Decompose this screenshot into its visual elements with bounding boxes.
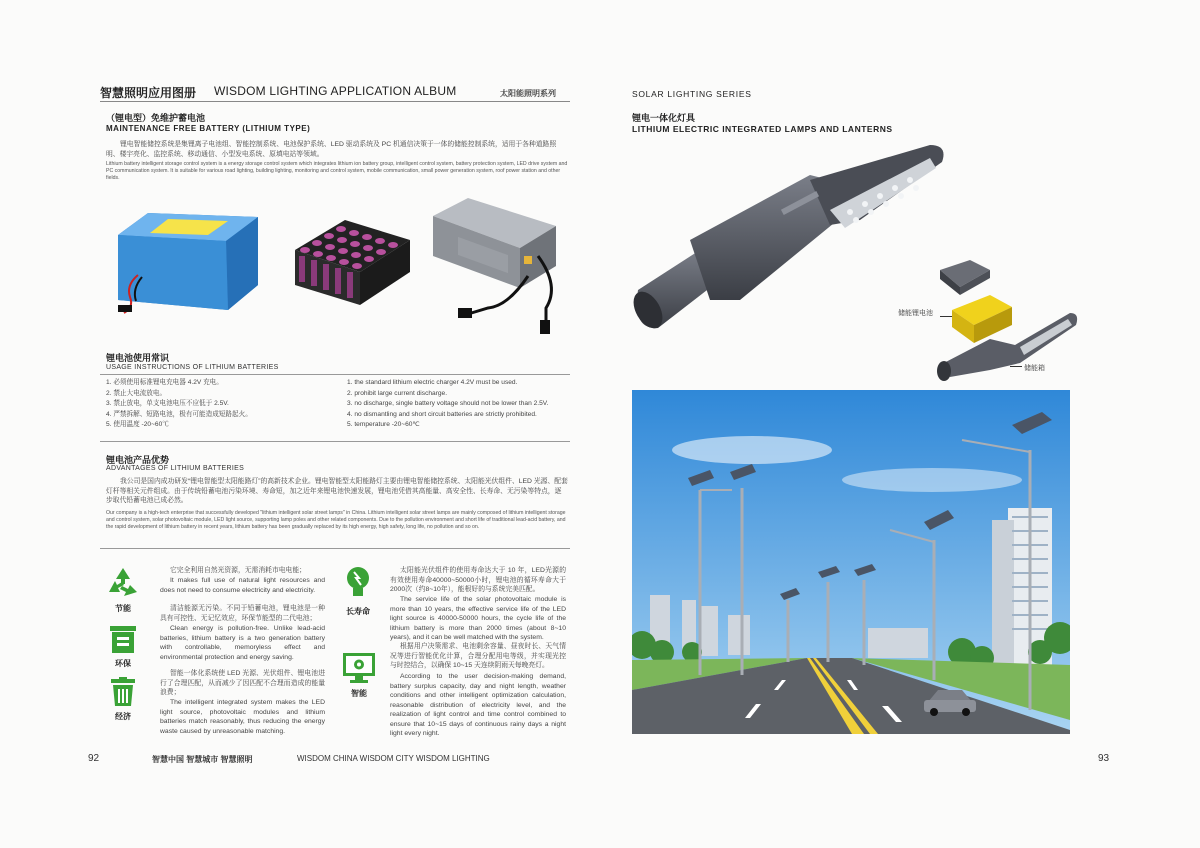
feature-life-label: 长寿命 [346,607,370,616]
list-item: 5. 使用温度 -20~60℃ [106,421,169,428]
section-divider [100,441,570,442]
footer-slogan-en: WISDOM CHINA WISDOM CITY WISDOM LIGHTING [297,754,490,763]
usage-title-en: USAGE INSTRUCTIONS OF LITHIUM BATTERIES [106,364,279,371]
list-item: 3. 禁止放电，单支电池电压不应低于 2.5V. [106,400,229,407]
life-text-en: The service life of the solar photovoltaic module is more than 10 years, the effective service life of the LED light source is 40000-50000 hours, the cycle life of the lithium battery is more than 2000 times (about 8~10 years), and it can be well matched with the system. [390,596,566,641]
street-scene-image [632,390,1070,734]
battery-intro-en: Lithium battery intelligent storage control system is a energy storage control system which integrates lithium ion battery group, intelligent control system, battery protection system, LED drive system and PC communication system. It is suitable for various road lighting, building lighting, monitoring and control system, mobile communication, small power generation system, roof power station and other fields. [106,161,568,181]
right-title-en: LITHIUM ELECTRIC INTEGRATED LAMPS AND LANTERNS [632,124,893,134]
feature-smart-label: 智能 [351,689,367,698]
callout-battery: 储能锂电池 [898,310,933,317]
economy-text-cn: 智能一体化系统使 LED 光源、光伏组件、锂电池进行了合理匹配，从而减少了因匹配不合理而造成的能量浪费； [160,670,325,696]
battery-title-en: MAINTENANCE FREE BATTERY (LITHIUM TYPE) [106,124,311,133]
life-text-cn: 太阳能光伏组件的使用寿命达大于 10 年，LED光源的有效使用寿命40000~50000小时，锂电池的循环寿命大于2000次（约8~10年），能根好的与系统完美匹配。 [390,567,566,593]
recycle-icon [106,566,140,600]
energy-text-cn: 它完全利用自然光资源，无需消耗市电电能； [170,567,306,574]
footer-slogan-cn: 智慧中国 智慧城市 智慧照明 [152,755,253,764]
list-item: 2. 禁止大电流放电。 [106,389,167,397]
list-item: 5. temperature -20~60℃ [347,421,420,428]
album-title-cn: 智慧照明应用图册 [100,86,197,100]
list-item: 4. no dismantling and short circuit batteries are strictly prohibited. [347,410,537,418]
advantages-title-en: ADVANTAGES OF LITHIUM BATTERIES [106,465,245,472]
usage-list-en [347,378,548,431]
exploded-lamp-image [930,255,1080,385]
feature-energy-label: 节能 [115,604,131,613]
usage-divider [100,374,570,375]
controller-image [428,196,563,336]
album-title-en: WISDOM LIGHTING APPLICATION ALBUM [214,84,457,98]
eco-bin-icon [108,623,138,655]
list-item: 2. prohibit large current discharge. [347,389,448,397]
smart-text-en: According to the user decision-making demand, battery surplus capacity, day and night length, weather conditions and other intelligent optimization calculation, reasonable distribution of electricity level, and the realization of light control and time control combined to ensure that 10~15 days of continuous rainy days a night light every night. [390,673,566,737]
callout-line [1010,366,1022,367]
economy-text-en: The intelligent integrated system makes the LED light source, photovoltaic modules and lithium batteries match reasonably, thus reducing the energy waste caused by unreasonable matching. [160,699,325,735]
monitor-gear-icon [342,652,376,684]
trash-icon [109,677,137,707]
series-label-cn: 太阳能照明系列 [500,89,556,98]
energy-text-en: It makes full use of natural light resources and does not need to consume electricity and electricity. [160,577,325,594]
feature-eco-label: 环保 [115,659,131,668]
list-item: 1. 必须使用标准锂电充电器 4.2V 充电。 [106,379,223,386]
list-item: 1. the standard lithium electric charger 4.2V must be used. [347,379,518,386]
features-divider [100,548,570,549]
right-title-cn: 锂电一体化灯具 [632,113,696,123]
smart-text-cn: 根据用户决策需求、电池剩余容量、昼夜时长、天气情况等进行智能优化计算，合理分配用电等级，并实现光控与时控结合，以确保 10~15 天连续阴雨天每晚亮灯。 [390,643,566,669]
usage-list-cn [106,378,252,431]
list-item: 4. 严禁拆解、短路电池，极有可能造成短路起火。 [106,410,252,418]
page-number-right: 93 [1098,753,1110,764]
list-item: 3. no discharge, single battery voltage should not be lower than 2.5V. [347,400,549,407]
battery-cells-image [285,210,415,310]
advantages-para-en: Our company is a high-tech enterprise that successfully developed "lithium intelligent solar street lamps" in China. Lithium intelligent solar street lamps are mainly composed of lithium intelligent storage and control system, solar photovoltaic module, LED light source, supporting lamp poles and other related components. Due to the pollution environment and short life of traditional lead-acid battery, and the rapid development of lithium battery in recent years, lithium battery has been gradually replaced by its high energy, high safety, long life, no pollution and so on. [106,510,566,530]
clean-text-en: Clean energy is pollution-free. Unlike lead-acid batteries, lithium battery is a two generation battery with controllable, memoryless effect and environmental protection and energy saving. [160,625,325,661]
callout-box: 储能箱 [1024,365,1045,372]
usage-title-cn: 锂电池使用常识 [106,353,170,363]
header-divider [100,101,570,102]
battery-title-cn: （锂电型）免维护蓄电池 [106,113,206,123]
callout-line [940,316,952,317]
battery-intro-cn: 锂电智能储控系统是集锂离子电池组、智能控制系统、电池保护系统、LED 驱动系统及 PC 机通信决策于一体的储能控制系统，适用于各种道路照明、楼宇亮化、监控系统、移动通信、小型发电系统、原填电站等领域。 [106,141,557,158]
advantages-para-cn: 我公司是国内成功研发“锂电智能型太阳能路灯”的高新技术企业。锂电智能型太阳能路灯主要由锂电智能储控系统、太阳能光伏组件、LED 光源、配套灯杆等相关元件组成。由于传统铅蓄电池污染环境、寿命短，加之近年来锂电池快速发展，锂电池凭借其高能量、高安全性、长寿命、无污染等特点，逐步取代铅蓄电池已成必然。 [106,478,568,504]
page-number-left: 92 [88,753,100,764]
feature-economy-label: 经济 [115,712,131,721]
bulb-icon [345,566,371,600]
battery-pack-image [108,205,268,315]
right-series-title: SOLAR LIGHTING SERIES [632,89,752,99]
clean-text-cn: 清洁能源无污染。不同于铅蓄电池，锂电池是一种具有可控性、无记忆效应，环保节能型的二代电池； [160,605,325,622]
advantages-title-cn: 锂电池产品优势 [106,455,170,465]
